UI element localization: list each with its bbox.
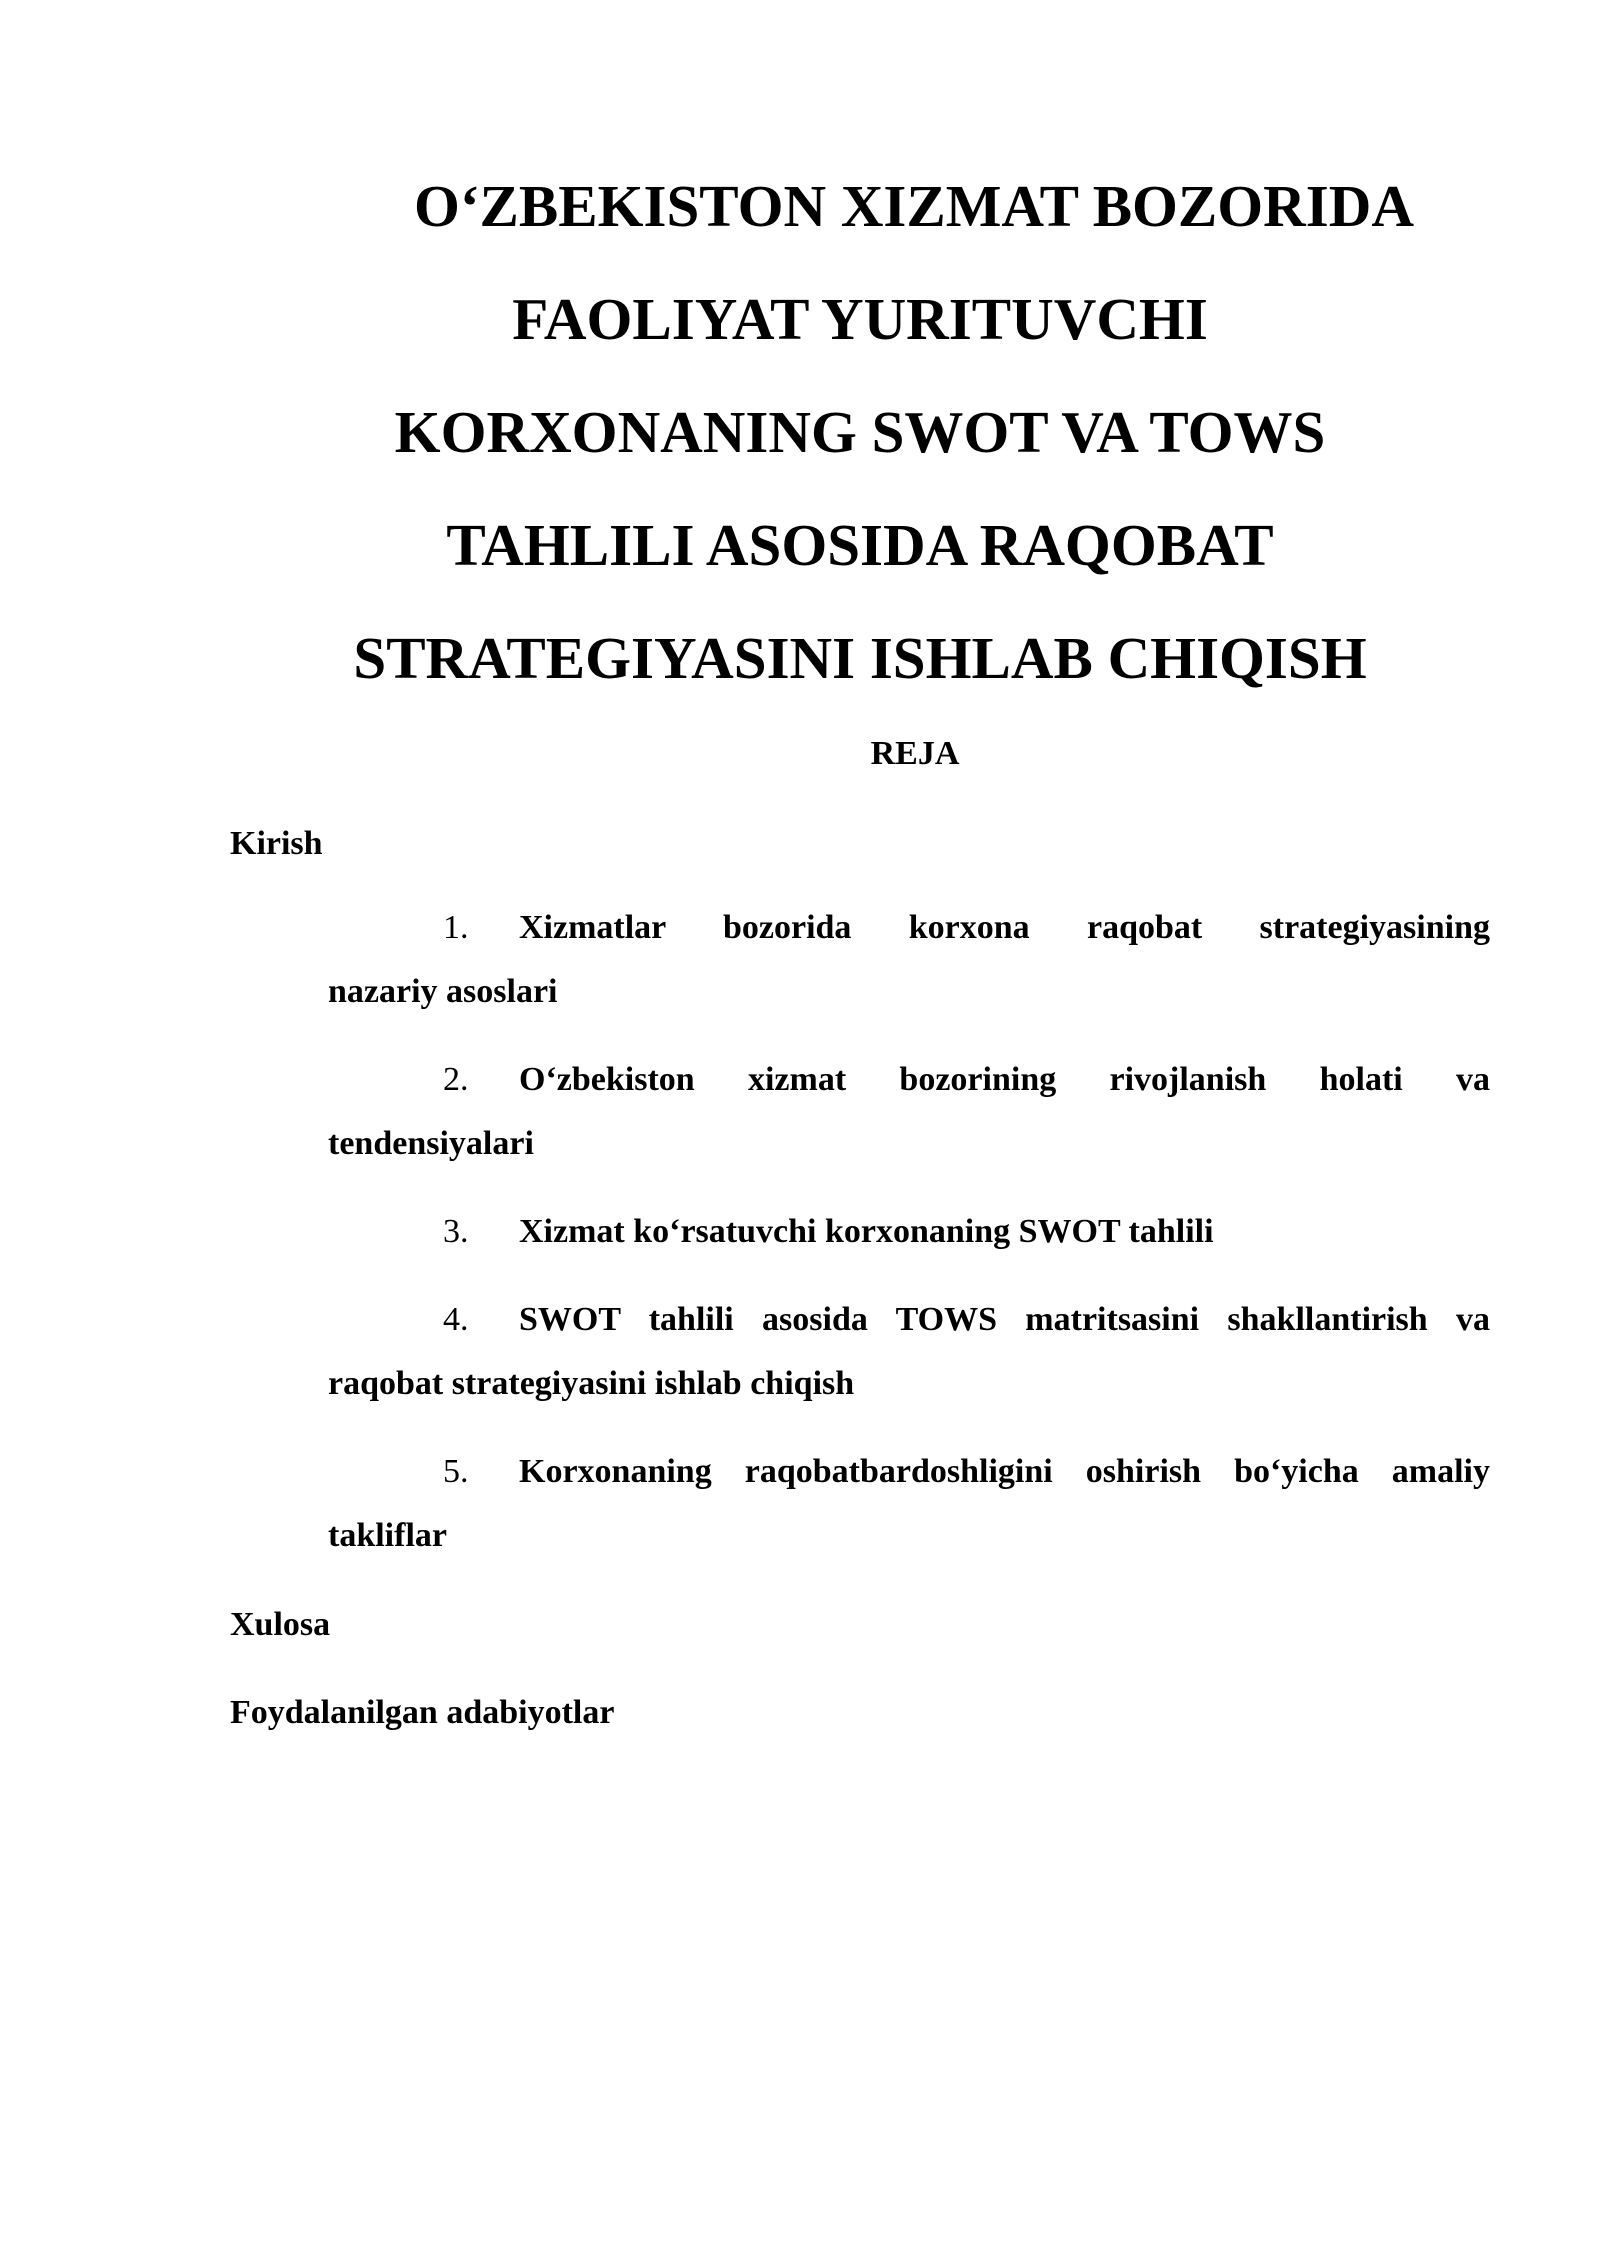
document-title [230, 150, 1490, 715]
plan-item-4 [328, 1288, 1490, 1416]
plan-item-5 [328, 1440, 1490, 1568]
plan-item-number: 4. [443, 1301, 469, 1338]
plan-item-number: 2. [443, 1061, 469, 1098]
plan-item-2 [328, 1048, 1490, 1176]
title-line-3: KORXONANING SWOT VA TOWS [394, 399, 1326, 465]
title-line-2: FAOLIYAT YURITUVCHI [512, 286, 1208, 352]
plan-item-number: 5. [443, 1453, 469, 1490]
plan-item-text-continued: takliflar [328, 1517, 447, 1554]
plan-item-text: Xizmatlar bozorida korxona raqobat strategiyasining [519, 909, 1490, 946]
title-line-5: STRATEGIYASINI ISHLAB CHIQISH [353, 625, 1367, 691]
plan-item-text-continued: nazariy asoslari [328, 973, 558, 1010]
plan-item-3 [328, 1200, 1490, 1264]
plan-item-1 [328, 896, 1490, 1024]
plan-item-text-continued: tendensiyalari [328, 1125, 534, 1162]
references-entry: Foydalanilgan adabiyotlar [230, 1694, 615, 1731]
plan-item-text: SWOT tahlili asosida TOWS matritsasini shakllantirish va [519, 1301, 1490, 1338]
plan-item-text-continued: raqobat strategiyasini ishlab chiqish [328, 1365, 855, 1402]
plan-item-number: 3. [443, 1213, 469, 1250]
plan-item-number: 1. [443, 909, 469, 946]
intro-entry: Kirish [230, 825, 323, 862]
title-line-1: O‘ZBEKISTON XIZMAT BOZORIDA [414, 173, 1414, 239]
plan-item-text: Korxonaning raqobatbardoshligini oshirish bo‘yicha amaliy [519, 1453, 1490, 1490]
title-line-4: TAHLILI ASOSIDA RAQOBAT [446, 512, 1274, 578]
conclusion-entry: Xulosa [230, 1606, 331, 1643]
plan-heading: REJA [870, 735, 960, 772]
plan-item-text: O‘zbekiston xizmat bozorining rivojlanish holati va [519, 1061, 1490, 1098]
plan-item-text: Xizmat ko‘rsatuvchi korxonaning SWOT tahlili [519, 1213, 1214, 1250]
